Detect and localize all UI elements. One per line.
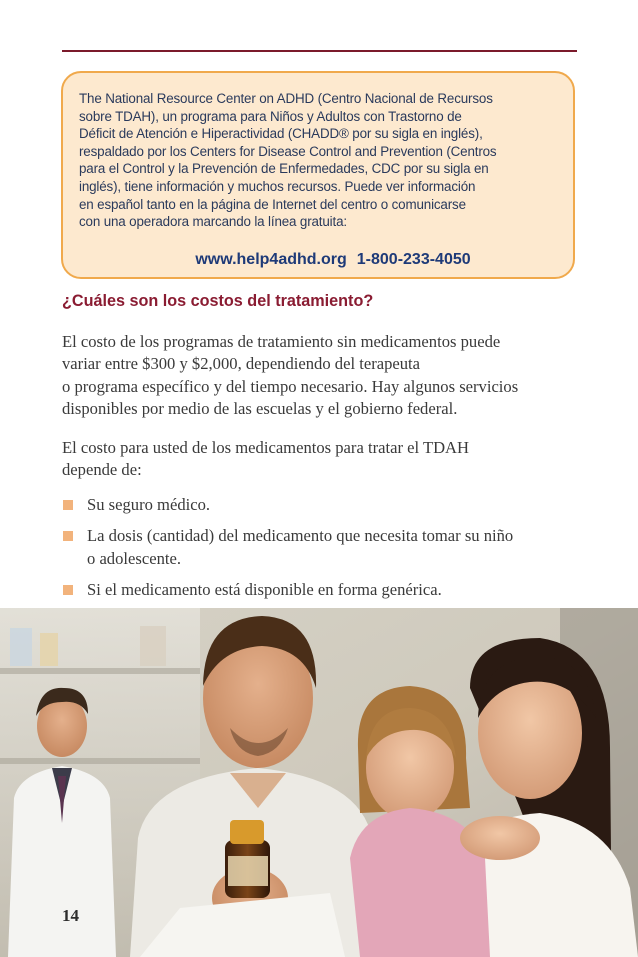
section-heading: ¿Cuáles son los costos del tratamiento? — [62, 292, 374, 310]
info-line: The National Resource Center on ADHD (Centro Nacional de Recursos — [79, 91, 493, 106]
paragraph-line: depende de: — [62, 460, 142, 480]
info-line: con una operadora marcando la línea gratuita: — [79, 214, 347, 230]
resource-info-box — [61, 71, 575, 279]
medication-cost-paragraph — [62, 437, 582, 482]
info-line: sobre TDAH), un programa para Niños y Adultos con Trastorno de — [79, 108, 462, 124]
photo-illustration — [0, 608, 638, 957]
list-item — [62, 525, 592, 570]
list-item — [62, 579, 592, 601]
square-bullet-icon — [63, 500, 73, 510]
info-line: Déficit de Atención e Hiperactividad (CHADD® por su sigla en inglés), — [79, 126, 483, 142]
list-item-text: o adolescente. — [87, 548, 181, 568]
paragraph-line: El costo de los programas de tratamiento sin medicamentos puede — [62, 332, 501, 351]
page-number: 14 — [62, 906, 79, 925]
treatment-cost-paragraph — [62, 331, 582, 421]
resource-info-text — [79, 90, 563, 231]
cost-factors-list — [62, 494, 592, 611]
list-item-text: Su seguro médico. — [87, 495, 211, 514]
square-bullet-icon — [63, 585, 73, 595]
info-line: para el Control y la Prevención de Enfermedades, CDC por su sigla en — [79, 161, 489, 177]
phone-number: 1-800-233-4050 — [356, 251, 471, 268]
list-item-text: La dosis (cantidad) del medicamento que necesita tomar su niño — [87, 526, 514, 546]
paragraph-line: disponibles por medio de las escuelas y el gobierno federal. — [62, 399, 458, 419]
info-line: inglés), tiene información y muchos recursos. Puede ver información — [79, 178, 476, 194]
info-line: en español tanto en la página de Internet del centro o comunicarse — [79, 196, 466, 212]
paragraph-line: variar entre $300 y $2,000, dependiendo del terapeuta — [62, 354, 421, 374]
square-bullet-icon — [63, 531, 73, 541]
paragraph-line: El costo para usted de los medicamentos para tratar el TDAH — [62, 438, 470, 457]
paragraph-line: o programa específico y del tiempo necesario. Hay algunos servicios — [62, 376, 519, 396]
family-pharmacy-photo — [0, 608, 638, 957]
list-item — [62, 494, 592, 516]
website-link[interactable]: www.help4adhd.org — [195, 251, 347, 268]
contact-line — [63, 251, 573, 269]
list-item-text: Si el medicamento está disponible en forma genérica. — [87, 580, 442, 600]
top-divider-rule — [62, 50, 577, 52]
info-line: respaldado por los Centers for Disease Control and Prevention (Centros — [79, 143, 497, 159]
